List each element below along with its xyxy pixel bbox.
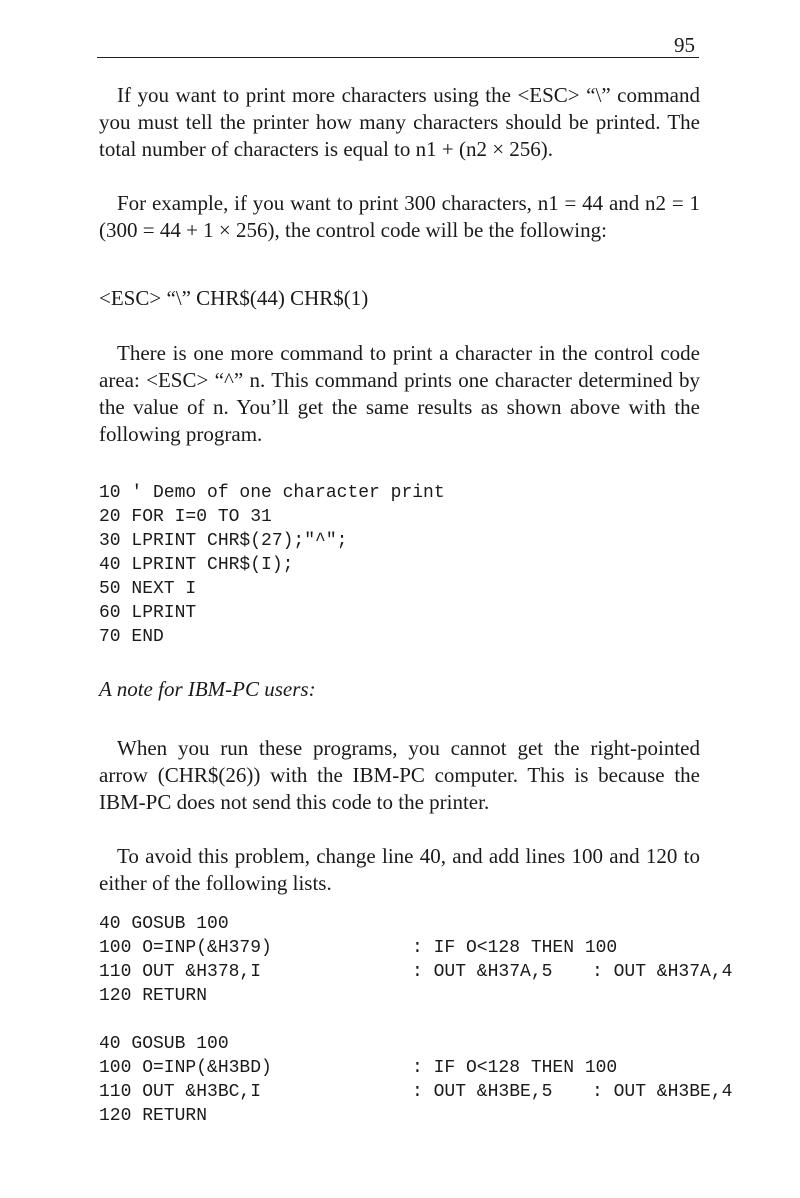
paragraph-esc-backslash-intro: If you want to print more characters using the <ESC> “\” command you must tell the printer how many characters should be printed. The total number of characters is equal to n1 + (n2 × 256). xyxy=(99,83,700,161)
code-line: 70 END xyxy=(99,627,164,647)
code-line: 120 RETURN xyxy=(99,1106,208,1126)
paragraph-avoid-problem: To avoid this problem, change line 40, and add lines 100 and 120 to either of the following lists. xyxy=(99,844,700,895)
code-line: 40 GOSUB 100 xyxy=(99,914,229,934)
code-line: 60 LPRINT xyxy=(99,603,197,623)
code-line: 50 NEXT I xyxy=(99,579,197,599)
code-line: 110 OUT &H3BC,I : OUT &H3BE,5 : OUT &H3BE,4 xyxy=(99,1082,733,1102)
paragraph-ibm-pc-arrow: When you run these programs, you cannot get the right-pointed arrow (CHR$(26)) with the IBM-PC computer. This is because the IBM-PC does not send this code to the printer. xyxy=(99,736,700,814)
code-line: 40 LPRINT CHR$(I); xyxy=(99,555,294,575)
code-line: 40 GOSUB 100 xyxy=(99,1034,229,1054)
code-line: 100 O=INP(&H379) : IF O<128 THEN 100 xyxy=(99,938,618,958)
paragraph-esc-caret: There is one more command to print a character in the control code area: <ESC> “^” n. This command prints one character determined by the value of n. You’ll get the same results as shown above with the following program. xyxy=(99,341,700,446)
code-line: 110 OUT &H378,I : OUT &H37A,5 : OUT &H37A,4 xyxy=(99,962,733,982)
esc-example-line: <ESC> “\” CHR$(44) CHR$(1) xyxy=(99,286,369,310)
code-line: 120 RETURN xyxy=(99,986,208,1006)
note-heading: A note for IBM-PC users: xyxy=(99,677,316,701)
paragraph-example-300: For example, if you want to print 300 characters, n1 = 44 and n2 = 1 (300 = 44 + 1 × 256), the control code will be the following: xyxy=(99,191,700,242)
code-line: 20 FOR I=0 TO 31 xyxy=(99,507,272,527)
code-line: 10 ' Demo of one character print xyxy=(99,483,445,503)
code-line: 30 LPRINT CHR$(27);"^"; xyxy=(99,531,348,551)
header-rule xyxy=(97,57,699,58)
code-line: 100 O=INP(&H3BD) : IF O<128 THEN 100 xyxy=(99,1058,618,1078)
page-number: 95 xyxy=(674,33,695,57)
